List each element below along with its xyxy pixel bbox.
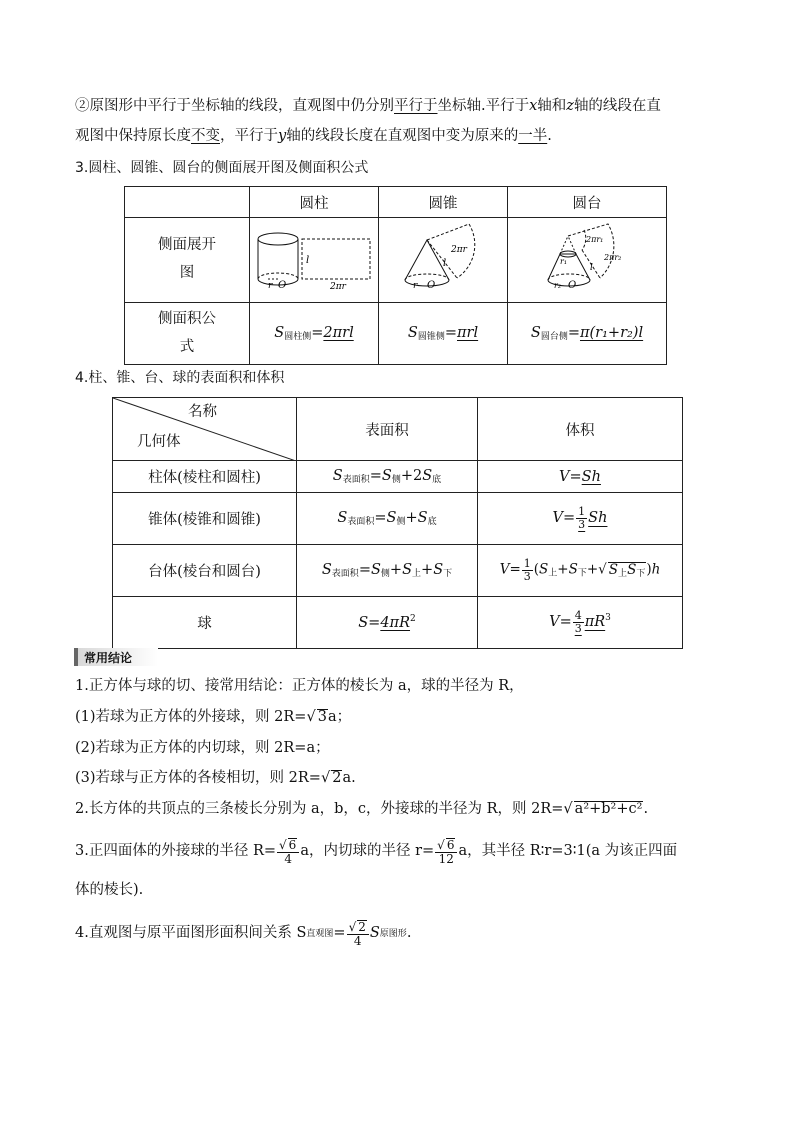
paragraph-line-1 bbox=[75, 98, 661, 115]
sphere-surface: $S=4\pi R^2$ bbox=[297, 597, 478, 649]
row-frustum: 台体(棱台和圆台) bbox=[113, 545, 297, 597]
diagonal-header bbox=[113, 398, 297, 461]
cylinder-figure bbox=[250, 218, 379, 303]
section-3-title: 3.圆柱、圆锥、圆台的侧面展开图及侧面积公式 bbox=[75, 160, 369, 176]
paragraph-line-2 bbox=[75, 128, 552, 145]
svg-text:l: l bbox=[443, 258, 447, 269]
formula-cone: $S_{圆锥侧}=\pi rl$ bbox=[379, 303, 508, 365]
text: 轴的线段长度在直观图中变为原来的 bbox=[286, 128, 519, 144]
conclusion-1-3: (3)若球与正方体的各棱相切，则 2R=√ 2a. bbox=[75, 770, 356, 786]
var-x: x bbox=[529, 98, 538, 114]
row-pyramid: 锥体(棱锥和圆锥) bbox=[113, 493, 297, 545]
underlined-text: 平行于 bbox=[394, 98, 438, 114]
cylinder-unfold-diagram bbox=[254, 223, 374, 293]
text: 观图中保持原长度 bbox=[75, 128, 191, 144]
conclusion-2: 2.长方体的共顶点的三条棱长分别为 a，b，c，外接球的半径为 R，则 2R=√ a²+b²+c². bbox=[75, 801, 649, 817]
row-label-area: 侧面积公 式 bbox=[125, 303, 250, 365]
header-cylinder: 圆柱 bbox=[250, 187, 379, 218]
svg-text:r₁: r₁ bbox=[560, 257, 568, 266]
common-conclusions-badge: 常用结论 bbox=[74, 648, 158, 666]
svg-text:2πr₂: 2πr₂ bbox=[604, 253, 622, 262]
header-surface-area: 表面积 bbox=[297, 398, 478, 461]
svg-text:O: O bbox=[568, 280, 577, 291]
svg-text:r: r bbox=[268, 281, 273, 291]
pyramid-volume: V= $\frac{1}{3}$ Sh bbox=[478, 493, 683, 545]
text: ，平行于 bbox=[220, 128, 278, 144]
prism-surface: $S_{表面积}=S_侧+2S_底$ bbox=[297, 461, 478, 493]
svg-text:r: r bbox=[413, 281, 418, 291]
frustum-surface: $S_{表面积}=S_侧+S_上+S_下$ bbox=[297, 545, 478, 597]
underlined-text: 一半 bbox=[518, 128, 548, 144]
cone-figure bbox=[379, 218, 508, 303]
surface-volume-table bbox=[112, 397, 683, 649]
conclusion-4: 4.直观图与原平面图形面积间关系 S 直观图 = $\frac{√ 2}{4}$ S 原图形 . bbox=[75, 920, 412, 948]
conclusion-3: 3.正四面体的外接球的半径 R= $\frac{√ 6}{4}$ a，内切球的半径 r= $\frac{√ 6}{12}$ a，其半径 R∶r=3∶1(a 为该正四面 bbox=[75, 838, 678, 866]
header-volume: 体积 bbox=[478, 398, 683, 461]
row-prism: 柱体(棱柱和圆柱) bbox=[113, 461, 297, 493]
section-4-title: 4.柱、锥、台、球的表面积和体积 bbox=[75, 370, 285, 386]
cone-unfold-diagram bbox=[383, 220, 503, 296]
prism-volume: V=Sh bbox=[478, 461, 683, 493]
var-z: z bbox=[566, 98, 574, 114]
frustum-volume: V= $\frac{1}{3}$ ($S_上+S_下+√$ $S_上S_下)h$ bbox=[478, 545, 683, 597]
text: 轴的线段在直 bbox=[573, 98, 661, 114]
formula-cylinder: $S_{圆柱侧}=2\pi rl$ bbox=[250, 303, 379, 365]
text: . bbox=[547, 128, 552, 144]
svg-text:O: O bbox=[427, 280, 436, 291]
pyramid-surface: $S_{表面积}=S_侧+S_底$ bbox=[297, 493, 478, 545]
frustum-unfold-diagram bbox=[512, 220, 662, 296]
svg-text:l: l bbox=[590, 263, 593, 273]
svg-text:2πr: 2πr bbox=[330, 282, 346, 292]
text: ②原图形中平行于坐标轴的线段，直观图中仍分别 bbox=[75, 98, 394, 114]
svg-text:2πr₁: 2πr₁ bbox=[586, 235, 604, 244]
frustum-figure bbox=[508, 218, 667, 303]
svg-text:r₂: r₂ bbox=[554, 281, 562, 290]
svg-text:2πr: 2πr bbox=[451, 245, 467, 255]
svg-text:O: O bbox=[278, 280, 287, 291]
header-cone: 圆锥 bbox=[379, 187, 508, 218]
conclusion-3-line-2: 体的棱长). bbox=[75, 882, 144, 898]
text: 坐标轴.平行于 bbox=[437, 98, 530, 114]
underlined-text: 不变 bbox=[191, 128, 220, 144]
row-sphere: 球 bbox=[113, 597, 297, 649]
conclusion-1-1: (1)若球为正方体的外接球，则 2R=√ 3a； bbox=[75, 709, 352, 725]
formula-frustum: $S_{圆台侧}=\pi(r_1+r_2)l$ bbox=[508, 303, 667, 365]
header-name: 名称 bbox=[188, 404, 217, 420]
var-y: y bbox=[278, 128, 287, 144]
sphere-volume: V= $\frac{4}{3}$ $\pi R^3$ bbox=[478, 597, 683, 649]
lateral-surface-table bbox=[124, 186, 667, 365]
conclusion-1: 1.正方体与球的切、接常用结论：正方体的棱长为 a，球的半径为 R， bbox=[75, 678, 524, 694]
text: 轴和 bbox=[537, 98, 567, 114]
header-solid: 几何体 bbox=[137, 434, 181, 450]
svg-text:l: l bbox=[306, 255, 310, 266]
header-frustum: 圆台 bbox=[508, 187, 667, 218]
header-empty bbox=[125, 187, 250, 218]
row-label-unfold: 侧面展开 图 bbox=[125, 218, 250, 303]
conclusion-1-2: (2)若球为正方体的内切球，则 2R=a； bbox=[75, 740, 330, 756]
